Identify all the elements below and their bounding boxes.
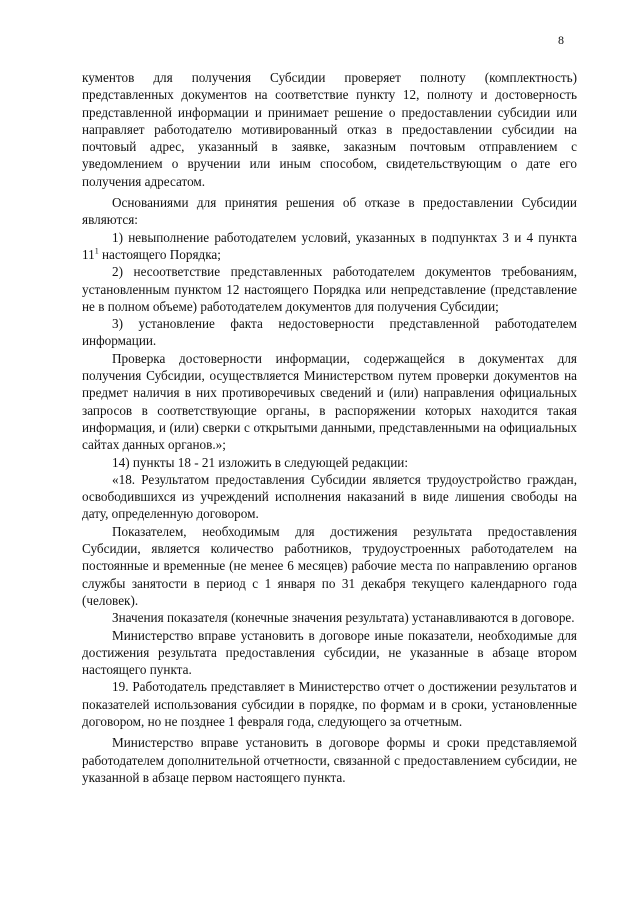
paragraph: Проверка достоверности информации, содержащейся в документах для получения Субсидии, осуществляется Министерством путем проверки документов на предмет наличия в них противоречивых сведений и (или) направления официальных запросов в соответствующие органы, в распоряжении которых находится такая информация, и (или) сверки с открытыми данными, представленными на официальных сайтах данных органов.»; [82, 350, 577, 453]
paragraph [82, 229, 577, 264]
paragraph: «18. Результатом предоставления Субсидии является трудоустройство граждан, освободившихся из учреждений исполнения наказаний в виде лишения свободы на дату, определенную договором. [82, 471, 577, 522]
paragraph: Показателем, необходимым для достижения результата предоставления Субсидии, является количество работников, трудоустроенных работодателем на постоянные и временные (не менее 6 месяцев) рабочие места по направлению органов службы занятости в период с 1 января по 31 декабря текущего календарного года (человек). [82, 523, 577, 608]
paragraph: кументов для получения Субсидии проверяет полноту (комплектность) представленных документов на соответствие пункту 12, полноту и достоверность представленной информации и принимает решение о предоставлении субсидии или направляет работодателю мотивированный отказ в предоставлении субсидии на почтовый адрес, указанный в заявке, заказным почтовым отправлением с уведомлением о вручении или иным способом, свидетельствующим о дате его получения адресатом. [82, 70, 577, 189]
page-number: 8 [558, 33, 564, 47]
paragraph: Основаниями для принятия решения об отказе в предоставлении Субсидии являются: [82, 195, 577, 228]
paragraph: 2) несоответствие представленных работодателем документов требованиям, установленным пунктом 12 настоящего Порядка или непредставление (представление не в полном объеме) работодателем документов для получения Субсидии; [82, 264, 577, 314]
paragraph: 14) пункты 18 - 21 изложить в следующей редакции: [112, 454, 408, 470]
paragraph: 19. Работодатель представляет в Министерство отчет о достижении результатов и показателей использования субсидии в порядке, по формам и в сроки, установленные договором, но не позднее 1 февраля года, следующего за отчетным. [82, 679, 577, 729]
document-body [82, 69, 577, 786]
paragraph-text: настоящего Порядка; [98, 246, 221, 262]
paragraph: 3) установление факта недостоверности представленной работодателем информации. [82, 316, 577, 349]
superscript: 1 [94, 246, 99, 256]
paragraph: Министерство вправе установить в договоре иные показатели, необходимые для достижения результата предоставления субсидии, не указанные в абзаце втором настоящего пункта. [82, 627, 577, 678]
paragraph: Значения показателя (конечные значения результата) устанавливаются в договоре. [112, 610, 575, 626]
paragraph-text: 1) невыполнение работодателем условий, указанных в подпунктах 3 и 4 пункта 11 [82, 229, 577, 262]
paragraph: Министерство вправе установить в договоре формы и сроки представляемой работодателем дополнительной отчетности, связанной с предоставлением субсидии, не указанной в абзаце первом настоящего пункта. [82, 735, 577, 785]
